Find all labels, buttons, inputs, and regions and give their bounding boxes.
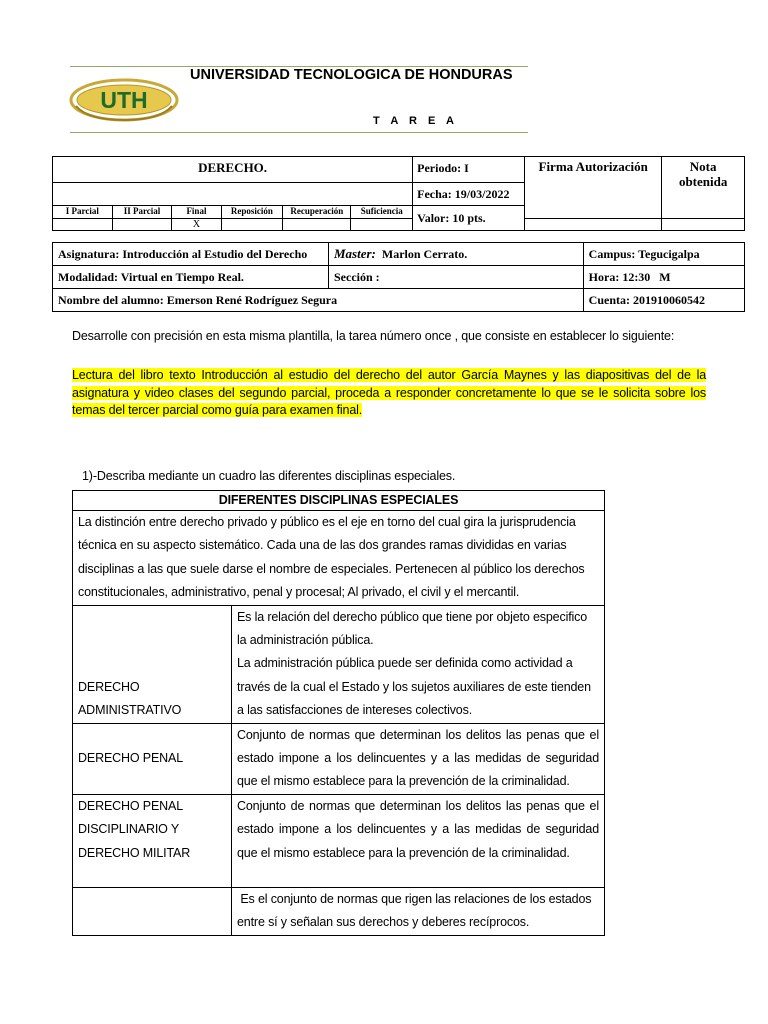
document-type: T A R E A: [373, 115, 458, 127]
discipline-name: DERECHO PENAL DISCIPLINARIO Y DERECHO MILITAR: [73, 794, 232, 887]
col-ii-parcial: II Parcial: [112, 206, 172, 219]
fecha: Fecha: 19/03/2022: [413, 183, 525, 206]
firma-autorizacion: Firma Autorización: [525, 157, 662, 219]
mark-reposicion: [221, 219, 283, 231]
seccion: [329, 266, 584, 289]
col-reposicion: Reposición: [221, 206, 283, 219]
col-i-parcial: I Parcial: [53, 206, 113, 219]
table-row: [73, 887, 605, 935]
nota-obtenida: Nota obtenida: [662, 157, 745, 219]
cuenta: Cuenta: 201910060542: [583, 289, 744, 312]
mark-recuperacion: [283, 219, 351, 231]
master: [329, 243, 584, 266]
discipline-desc-part: Es la relación del derecho público que tiene por objeto especifico la administración pública.: [237, 609, 588, 648]
discipline-description: Conjunto de normas que determinan los delitos las penas que el estado impone a los delincuentes y a las medidas de seguridad que el mismo establece para la prevención de la criminalidad.: [232, 723, 605, 794]
question-text: 1)-Describa mediante un cuadro las diferentes disciplinas especiales.: [82, 469, 456, 483]
mark-i-parcial: [53, 219, 113, 231]
table-row: [73, 723, 605, 794]
subject-title: DERECHO.: [53, 157, 413, 183]
discipline-description: [232, 605, 605, 723]
hora: Hora: 12:30 M: [583, 266, 744, 289]
alumno: Nombre del alumno: Emerson René Rodríguez Segura: [53, 289, 584, 312]
assignment-info-table: [52, 156, 745, 231]
uth-logo: [68, 76, 180, 124]
col-final: Final: [172, 206, 221, 219]
student-details-table: [52, 242, 745, 312]
valor: Valor: 10 pts.: [413, 206, 525, 231]
header-bottom-rule: [70, 132, 528, 133]
university-name: UNIVERSIDAD TECNOLOGICA DE HONDURAS: [190, 67, 513, 83]
table-row: [73, 605, 605, 723]
instructions-text: [72, 367, 706, 420]
intro-text: Desarrolle con precisión en esta misma plantilla, la tarea número once , que consiste en establecer lo siguiente:: [72, 329, 675, 343]
mark-final: X: [172, 219, 221, 231]
discipline-desc-part: La administración pública puede ser definida como actividad a través de la cual el Estado y los sujetos auxiliares de este tienden a las satisfacciones de intereses colectivos.: [237, 656, 591, 718]
modalidad: Modalidad: Virtual en Tiempo Real.: [53, 266, 329, 289]
disciplines-title: DIFERENTES DISCIPLINAS ESPECIALES: [73, 491, 605, 511]
master-name: Marlon Cerrato.: [381, 247, 468, 261]
col-recuperacion: Recuperación: [283, 206, 351, 219]
periodo: Periodo: I: [413, 157, 525, 183]
seccion-label: Sección :: [334, 269, 380, 284]
svg-text:UTH: UTH: [100, 87, 148, 113]
mark-suficiencia: [351, 219, 413, 231]
discipline-description: Conjunto de normas que determinan los delitos las penas que el estado impone a los delincuentes y a las medidas de seguridad que el mismo establece para la prevención de la criminalidad.: [232, 794, 605, 887]
table-row: [73, 794, 605, 887]
master-label: Master:: [334, 246, 376, 261]
instructions-highlight: Lectura del libro texto Introducción al estudio del derecho del autor García Maynes y las diapositivas del de la asignatura y video clases del segundo parcial, proceda a responder concretamente lo que se le solicita sobre los temas del tercer parcial como guía para examen final.: [72, 368, 706, 417]
discipline-name: DERECHO PENAL: [73, 723, 232, 794]
disciplines-table: [72, 490, 605, 936]
col-suficiencia: Suficiencia: [351, 206, 413, 219]
discipline-description: Es el conjunto de normas que rigen las relaciones de los estados entre sí y señalan sus derechos y deberes recíprocos.: [232, 887, 605, 935]
campus: Campus: Tegucigalpa: [583, 243, 744, 266]
discipline-name: DERECHO ADMINISTRATIVO: [73, 605, 232, 723]
discipline-name: [73, 887, 232, 935]
asignatura: Asignatura: Introducción al Estudio del Derecho: [53, 243, 329, 266]
disciplines-intro: La distinción entre derecho privado y público es el eje en torno del cual gira la jurisprudencia técnica en su aspecto sistemático. Cada una de las dos grandes ramas divididas en varias disciplinas a las que suele darse el nombre de especiales. Pertenecen al público los derechos constitucionales, administrativo, penal y procesal; Al privado, el civil y el mercantil.: [73, 511, 605, 606]
mark-ii-parcial: [112, 219, 172, 231]
